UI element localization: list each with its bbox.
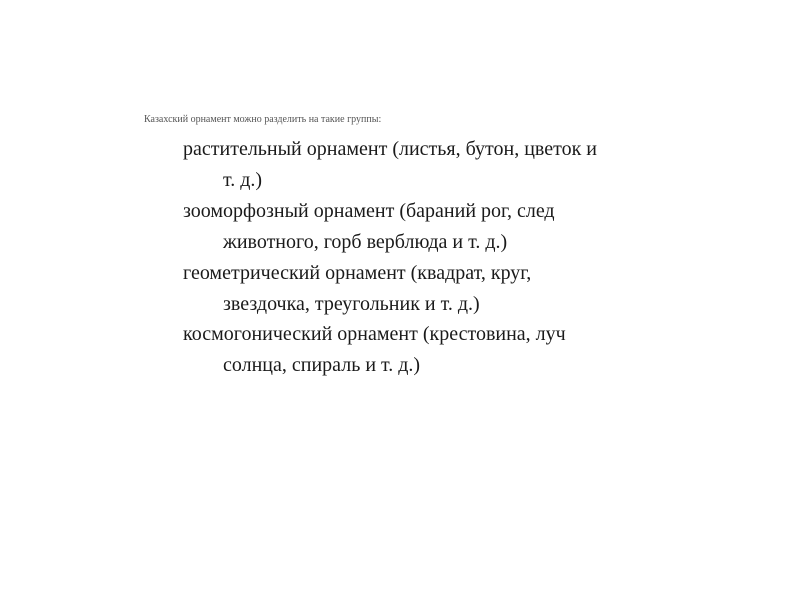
ornament-group-list [183,134,613,381]
list-item-geometric-ornament: геометрический орнамент (квадрат, круг, звездочка, треугольник и т. д.) [183,261,532,315]
intro-text: Казахский орнамент можно разделить на такие группы: [144,114,382,125]
list-item-cosmogonic-ornament: космогонический орнамент (крестовина, луч солнца, спираль и т. д.) [183,323,566,377]
list-item-plant-ornament: растительный орнамент (листья, бутон, цветок и т. д.) [183,138,597,191]
list-item-zoomorphic-ornament: зооморфозный орнамент (бараний рог, след животного, горб верблюда и т. д.) [183,199,555,253]
